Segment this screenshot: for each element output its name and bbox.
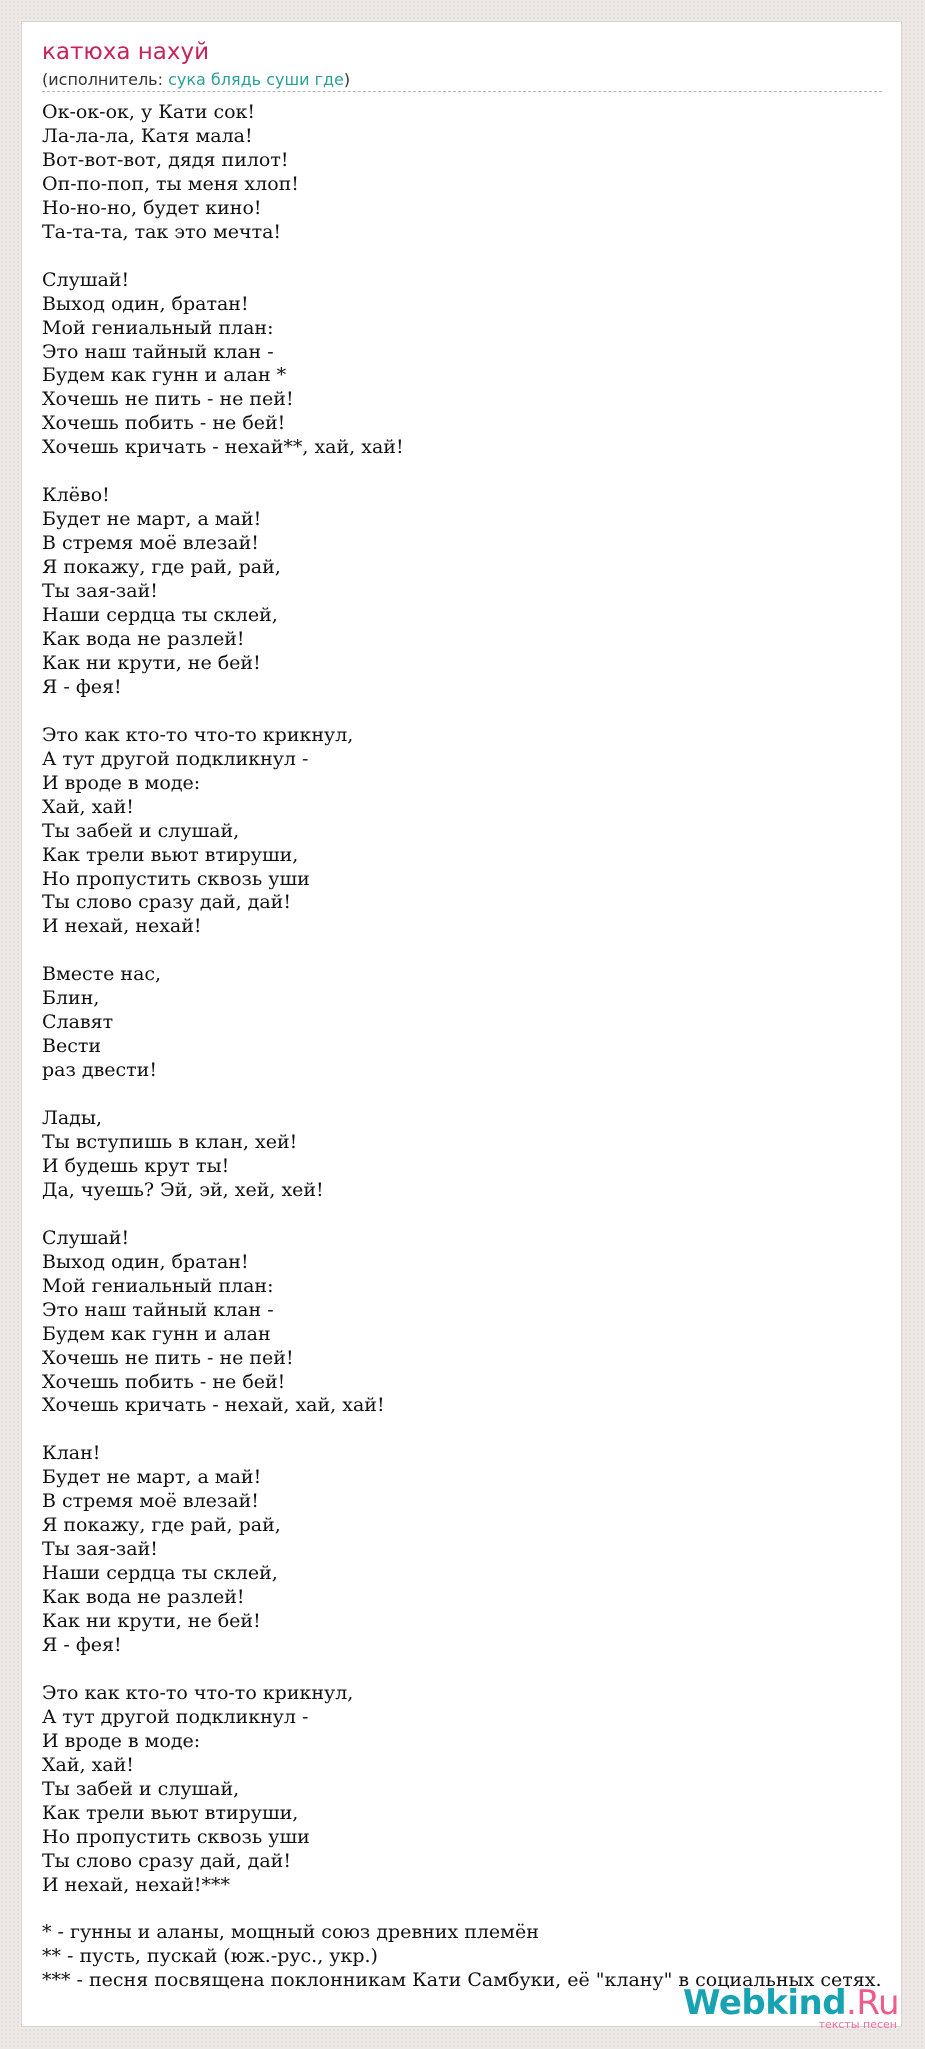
lyric-line: Но пропустить сквозь уши — [42, 867, 310, 890]
lyric-line: Как вода не разлей! — [42, 627, 245, 650]
lyric-line — [42, 1897, 882, 1921]
lyric-line: Блин, — [42, 987, 100, 1010]
lyric-line: Будет не март, а май! — [42, 508, 262, 531]
lyric-line: В стремя моё влезай! — [42, 1490, 259, 1513]
lyric-line: Вместе нас, — [42, 963, 162, 986]
lyric-line: Славят — [42, 1011, 114, 1034]
lyric-line: Будет не март, а май! — [42, 1466, 262, 1489]
lyric-line: Это как кто-то что-то крикнул, — [42, 723, 354, 746]
lyric-line: Но пропустить сквозь уши — [42, 1825, 310, 1848]
lyrics-text — [42, 101, 882, 1993]
lyric-line: Я - фея! — [42, 1634, 122, 1656]
lyric-line: Вести — [42, 1035, 102, 1058]
lyric-line: Хай, хай! — [42, 1753, 134, 1776]
lyric-line: И нехай, нехай!*** — [42, 1873, 231, 1896]
lyric-line: И нехай, нехай! — [42, 915, 202, 938]
lyric-line: Хочешь побить - не бей! — [42, 1370, 286, 1393]
lyric-line: И вроде в моде: — [42, 771, 201, 794]
lyric-line: Но-но-но, будет кино! — [42, 196, 262, 219]
lyric-line: Хочешь кричать - нехай, хай, хай! — [42, 1394, 385, 1417]
lyric-line: А тут другой подкликнул - — [42, 747, 309, 770]
lyric-line: раз двести! — [42, 1059, 157, 1082]
lyric-line: Ок-ок-ок, у Кати сок! — [42, 101, 256, 123]
lyric-line: Я - фея! — [42, 675, 122, 698]
lyric-line: Мой гениальный план: — [42, 316, 274, 339]
lyric-line: И вроде в моде: — [42, 1729, 201, 1752]
lyric-line: И будешь крут ты! — [42, 1154, 230, 1177]
lyric-line — [42, 460, 882, 484]
lyric-line: Как трели вьют втируши, — [42, 843, 299, 866]
lyric-line: Это наш тайный клан - — [42, 340, 274, 363]
webkind-logo[interactable] — [683, 1985, 899, 2031]
logo-web: Webkind — [683, 1983, 847, 2023]
lyric-line: Хочешь не пить - не пей! — [42, 388, 294, 411]
lyric-line: Ла-ла-ла, Катя мала! — [42, 124, 253, 147]
lyric-line: Слушай! — [42, 268, 130, 291]
lyric-line: Ты зая-зай! — [42, 580, 158, 603]
lyric-line: Оп-по-поп, ты меня хлоп! — [42, 172, 299, 195]
lyric-line — [42, 1658, 882, 1682]
lyric-line: Клан! — [42, 1442, 101, 1465]
artist-link[interactable]: сука блядь суши где — [168, 70, 344, 89]
lyric-line — [42, 1203, 882, 1227]
title-divider — [42, 91, 882, 92]
lyric-line: Ты зая-зай! — [42, 1538, 158, 1561]
lyric-line — [42, 245, 882, 269]
lyric-line: Наши сердца ты склей, — [42, 604, 278, 627]
lyric-line: Я покажу, где рай, рай, — [42, 556, 281, 579]
lyric-line: Как ни крути, не бей! — [42, 1610, 261, 1633]
lyric-line: Хай, хай! — [42, 795, 134, 818]
lyric-line: Хочешь не пить - не пей! — [42, 1346, 294, 1369]
lyric-line: Как вода не разлей! — [42, 1586, 245, 1609]
logo-wordmark — [683, 1985, 899, 2021]
lyric-line: Ты слово сразу дай, дай! — [42, 1849, 291, 1872]
lyric-line: Будем как гунн и алан * — [42, 364, 287, 387]
lyric-line: Мой гениальный план: — [42, 1274, 274, 1297]
lyrics-card — [21, 21, 902, 2027]
artist-suffix: ) — [343, 70, 351, 89]
lyric-line — [42, 939, 882, 963]
lyric-line: Будем как гунн и алан — [42, 1322, 271, 1345]
lyric-line: * - гунны и аланы, мощный союз древних племён — [42, 1921, 539, 1944]
lyric-line: Хочешь кричать - нехай**, хай, хай! — [42, 436, 404, 459]
lyric-line: Вот-вот-вот, дядя пилот! — [42, 148, 289, 171]
lyric-line: Да, чуешь? Эй, эй, хей, хей! — [42, 1178, 324, 1201]
artist-line — [42, 70, 350, 89]
lyric-line: Слушай! — [42, 1226, 130, 1249]
lyric-line: В стремя моё влезай! — [42, 532, 259, 555]
lyric-line: Как ни крути, не бей! — [42, 651, 261, 674]
lyric-line: Лады, — [42, 1107, 103, 1130]
artist-prefix: (исполнитель: — [42, 70, 169, 89]
lyric-line: Ты слово сразу дай, дай! — [42, 891, 291, 914]
song-title: катюха нахуй — [42, 39, 210, 65]
lyric-line — [42, 700, 882, 724]
lyric-line: Наши сердца ты склей, — [42, 1562, 278, 1585]
lyric-line: А тут другой подкликнул - — [42, 1705, 309, 1728]
lyric-line: Как трели вьют втируши, — [42, 1801, 299, 1824]
lyric-line: Выход один, братан! — [42, 292, 249, 315]
lyric-line: Я покажу, где рай, рай, — [42, 1514, 281, 1537]
lyric-line: ** - пусть, пускай (юж.-рус., укр.) — [42, 1945, 378, 1968]
lyric-line: Клёво! — [42, 484, 110, 507]
lyric-line: Ты вступишь в клан, хей! — [42, 1130, 298, 1153]
lyric-line: Это как кто-то что-то крикнул, — [42, 1681, 354, 1704]
lyric-line: Ты забей и слушай, — [42, 819, 240, 842]
lyric-line — [42, 1083, 882, 1107]
logo-ru: .Ru — [846, 1983, 899, 2023]
lyric-line: Выход один, братан! — [42, 1250, 249, 1273]
lyric-line: Хочешь побить - не бей! — [42, 412, 286, 435]
lyric-line: Это наш тайный клан - — [42, 1298, 274, 1321]
lyric-line: Та-та-та, так это мечта! — [42, 220, 282, 243]
logo-tagline: тексты песен — [818, 2018, 897, 2031]
lyric-line: Ты забей и слушай, — [42, 1777, 240, 1800]
lyric-line: *** - песня посвящена поклонникам Кати Самбуки, её "клану" в социальных сетях. — [42, 1969, 882, 1992]
lyric-line — [42, 1418, 882, 1442]
